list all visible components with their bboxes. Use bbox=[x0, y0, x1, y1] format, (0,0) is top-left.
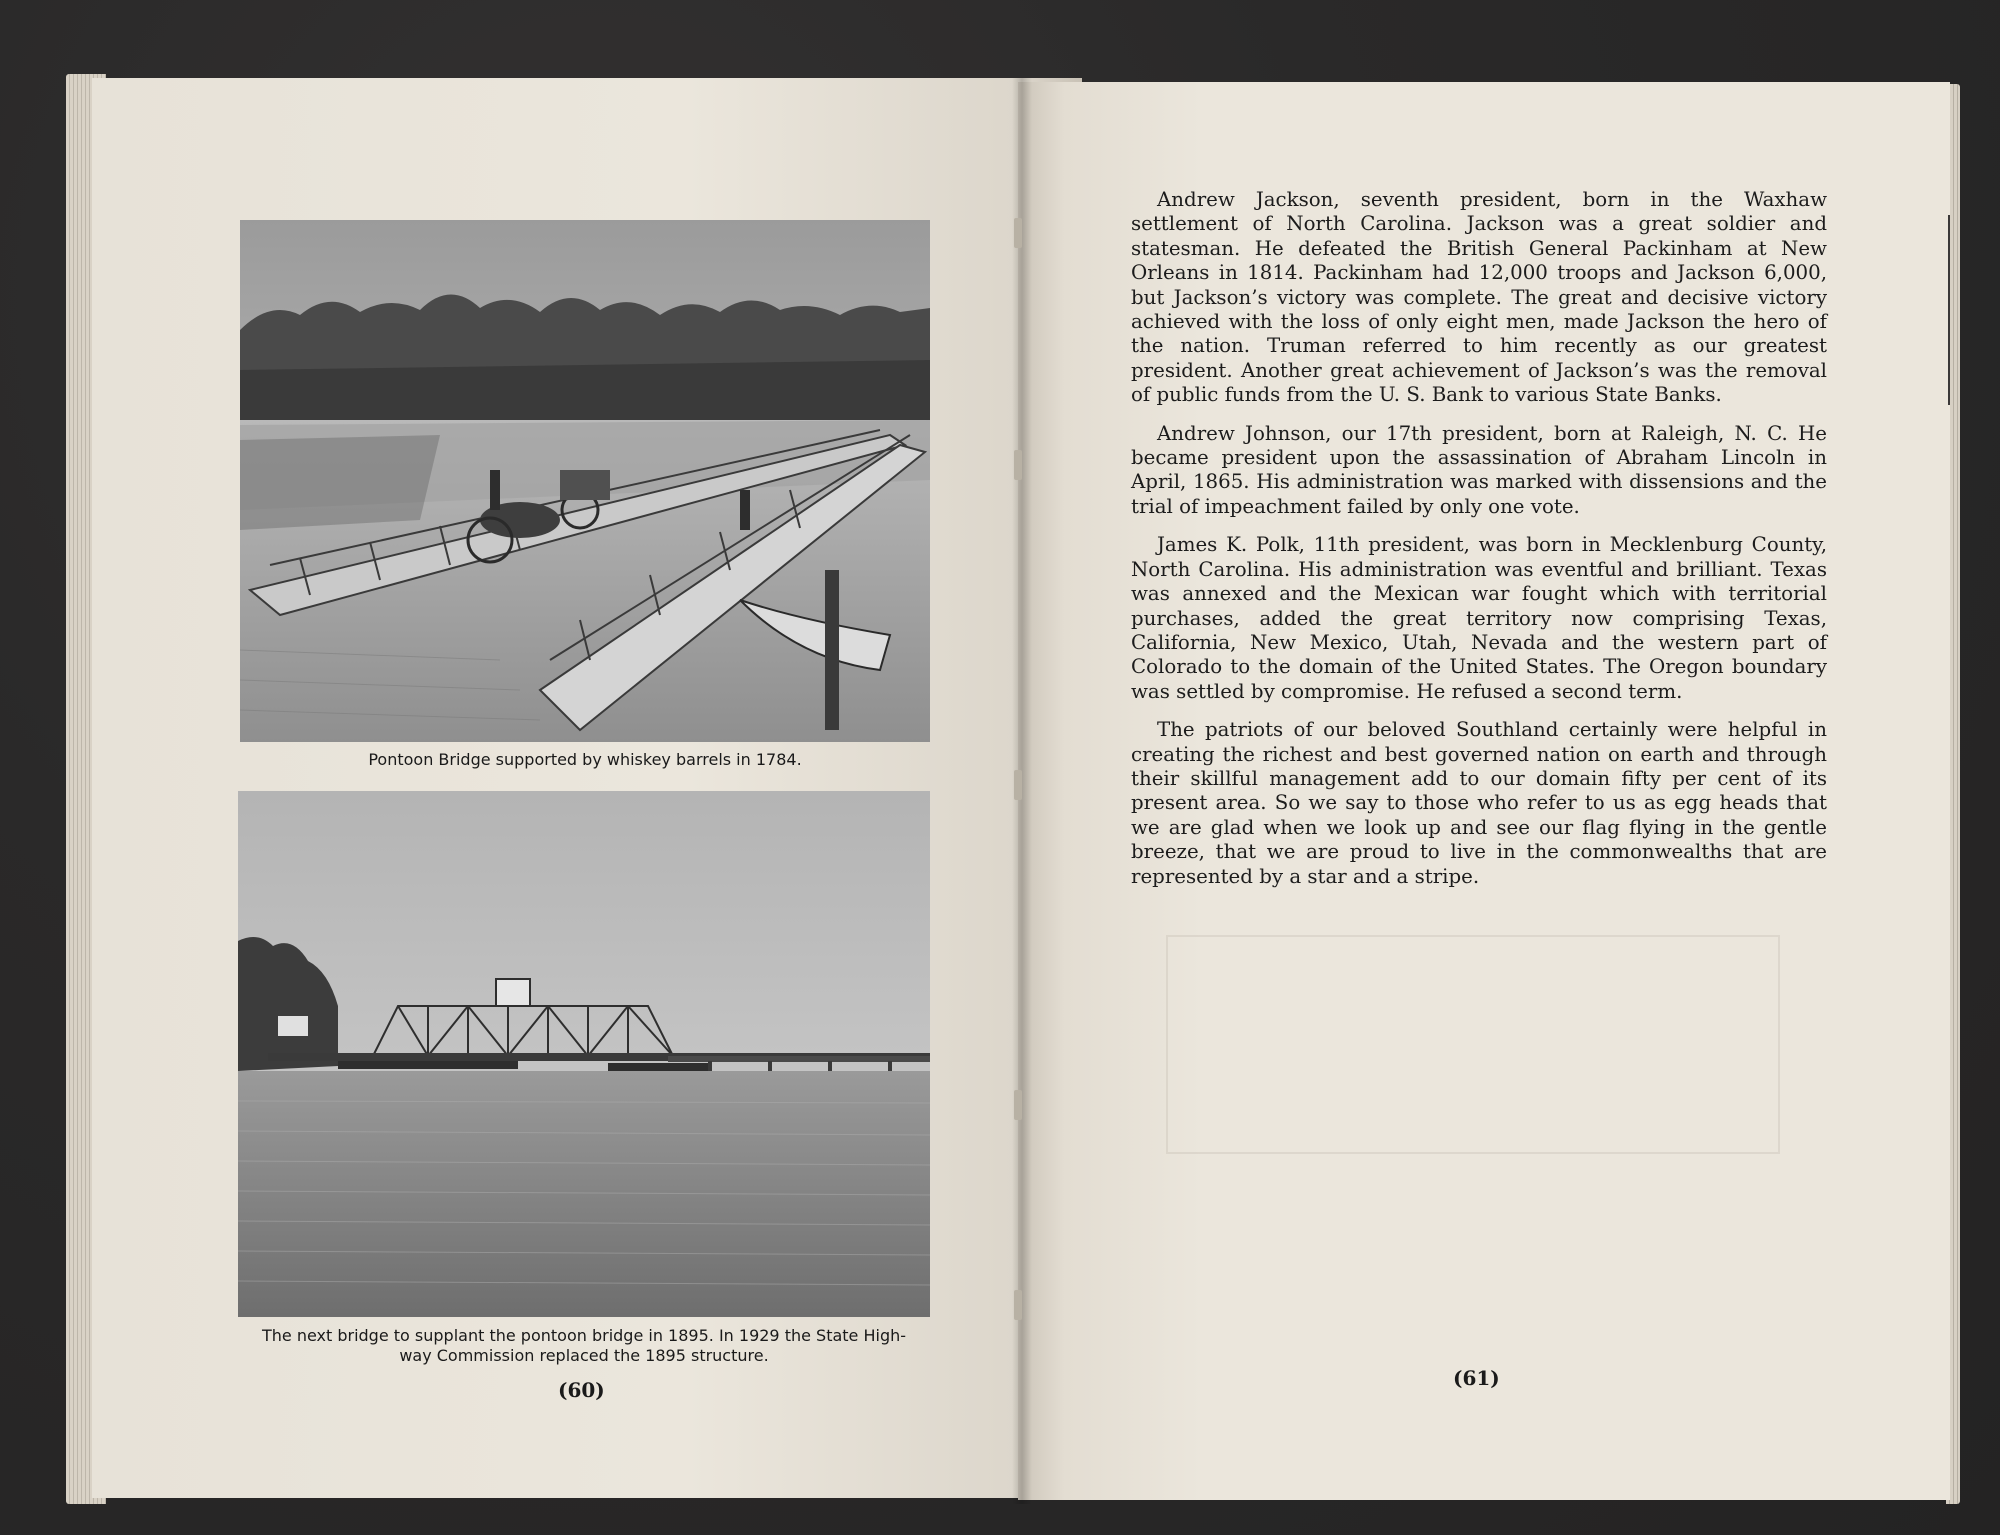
open-booklet bbox=[66, 70, 1956, 1510]
right-page-text bbox=[1131, 188, 1827, 903]
binding-staple bbox=[1014, 450, 1022, 480]
binding-staple bbox=[1014, 770, 1022, 800]
page-number-left: (60) bbox=[558, 1378, 605, 1402]
photo-2-caption bbox=[232, 1326, 936, 1366]
paragraph-johnson: Andrew Johnson, our 17th president, born at Raleigh, N. C. He became president upon the assassination of Abraham Lincoln in April, 1865. His administration was marked with dissensions and the trial of impeachment failed by only one vote. bbox=[1131, 421, 1827, 518]
binding-staple bbox=[1014, 1290, 1022, 1320]
page-number-right: (61) bbox=[1453, 1366, 1500, 1390]
photo-1-caption: Pontoon Bridge supported by whiskey barrels in 1784. bbox=[368, 750, 802, 769]
binding-staple bbox=[1014, 218, 1022, 248]
pontoon-bridge-photo bbox=[240, 220, 930, 742]
binding-staple bbox=[1014, 1090, 1022, 1120]
photo-2-caption-line-1: The next bridge to supplant the pontoon bridge in 1895. In 1929 the State High- bbox=[261, 1326, 907, 1345]
paragraph-patriots: The patriots of our beloved Southland certainly were helpful in creating the richest and best governed nation on earth and through their skillful management add to our domain fifty per cent of its present area. So we say to those who refer to us as egg heads that we are glad when we look up and see our flag flying in the gentle breeze, that we are proud to live in the commonwealths that are represented by a star and a stripe. bbox=[1131, 718, 1827, 888]
paragraph-jackson: Andrew Jackson, seventh president, born in the Waxhaw settlement of North Carolina. Jackson was a great soldier and statesman. He defeated the British General Packinham at New Orleans in 1814. Packinham had 12,000 troops and Jackson 6,000, but Jackson’s victory was complete. The great and decisive victory achieved with the loss of only eight men, made Jackson the hero of the nation. Truman referred to him recently as our greatest president. Another great achievement of Jackson’s was the removal of public funds from the U. S. Bank to various State Banks. bbox=[1131, 188, 1827, 407]
swing-bridge-photo bbox=[238, 791, 930, 1317]
bleed-through-box bbox=[1166, 935, 1780, 1154]
page-fold-mark bbox=[1948, 215, 1950, 405]
left-page bbox=[92, 78, 1082, 1498]
photo-2-caption-line-2: way Commission replaced the 1895 structure. bbox=[399, 1346, 769, 1365]
paragraph-polk: James K. Polk, 11th president, was born in Mecklenburg County, North Carolina. His administration was eventful and brilliant. Texas was annexed and the Mexican war fought which with territorial purchases, added the great territory now comprising Texas, California, New Mexico, Utah, Nevada and the western part of Colorado to the domain of the United States. The Oregon boundary was settled by compromise. He refused a second term. bbox=[1131, 533, 1827, 703]
